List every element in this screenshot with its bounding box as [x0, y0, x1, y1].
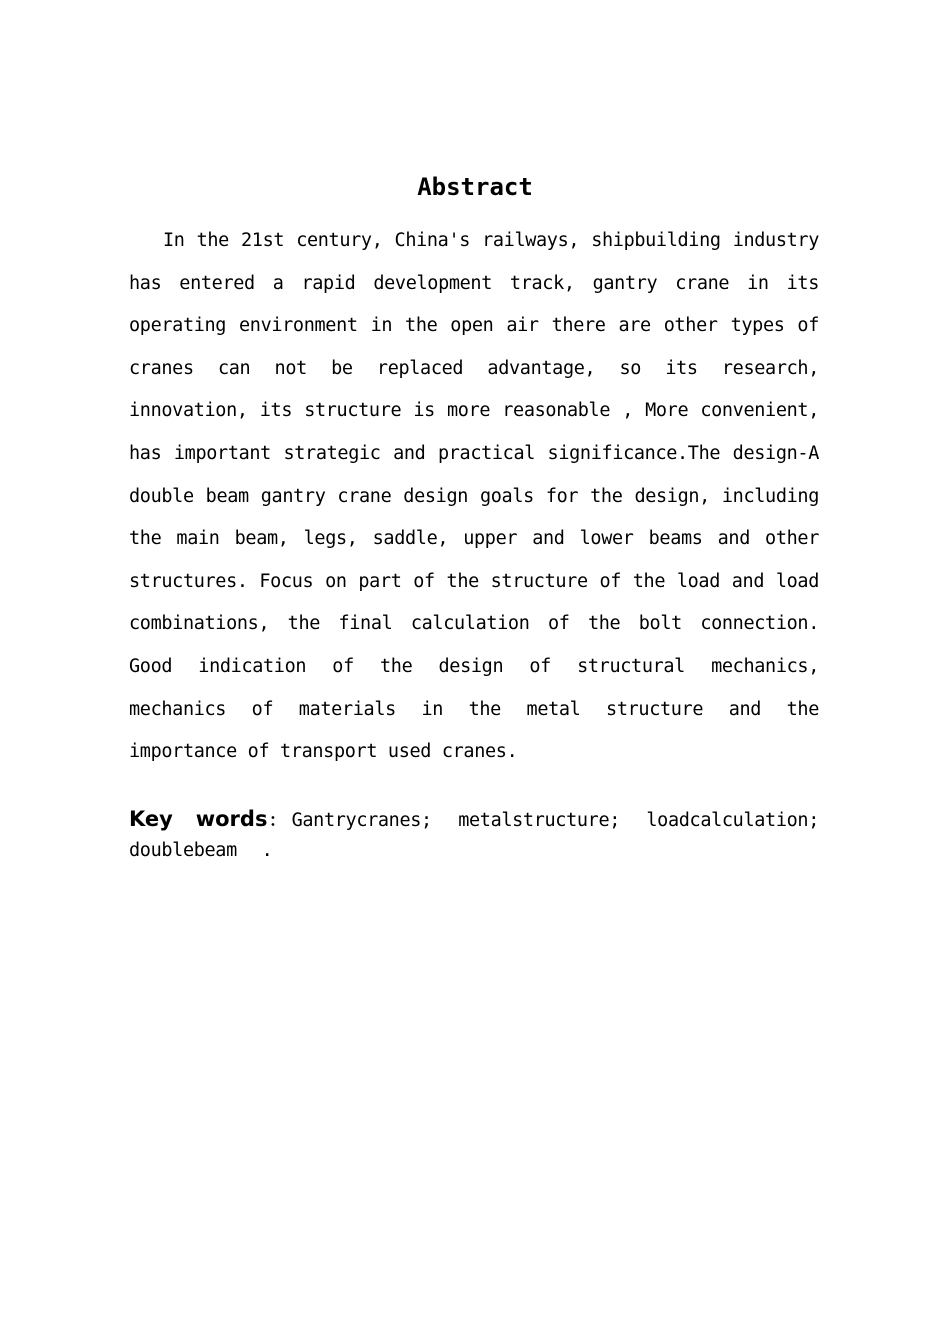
keywords-text: Gantrycranes; metalstructure; loadcalculation; doublebeam .: [129, 810, 819, 861]
abstract-paragraph: In the 21st century, China's railways, shipbuilding industry has entered a rapid development track, gantry crane in its operating environment in the open air there are other types of cranes can not be replaced advantage, so its research, innovation, its structure is more reasonable , More convenient, has important strategic and practical significance.The design-A double beam gantry crane design goals for the design, including the main beam, legs, saddle, upper and lower beams and other structures. Focus on part of the structure of the load and load combinations, the final calculation of the bolt connection. Good indication of the design of structural mechanics, mechanics of materials in the metal structure and the importance of transport used cranes.: [129, 230, 819, 763]
keywords-line: [129, 805, 819, 865]
abstract-title: Abstract: [417, 173, 533, 201]
keywords-label: Key words: [129, 807, 268, 831]
keywords-separator: ：: [267, 811, 288, 831]
